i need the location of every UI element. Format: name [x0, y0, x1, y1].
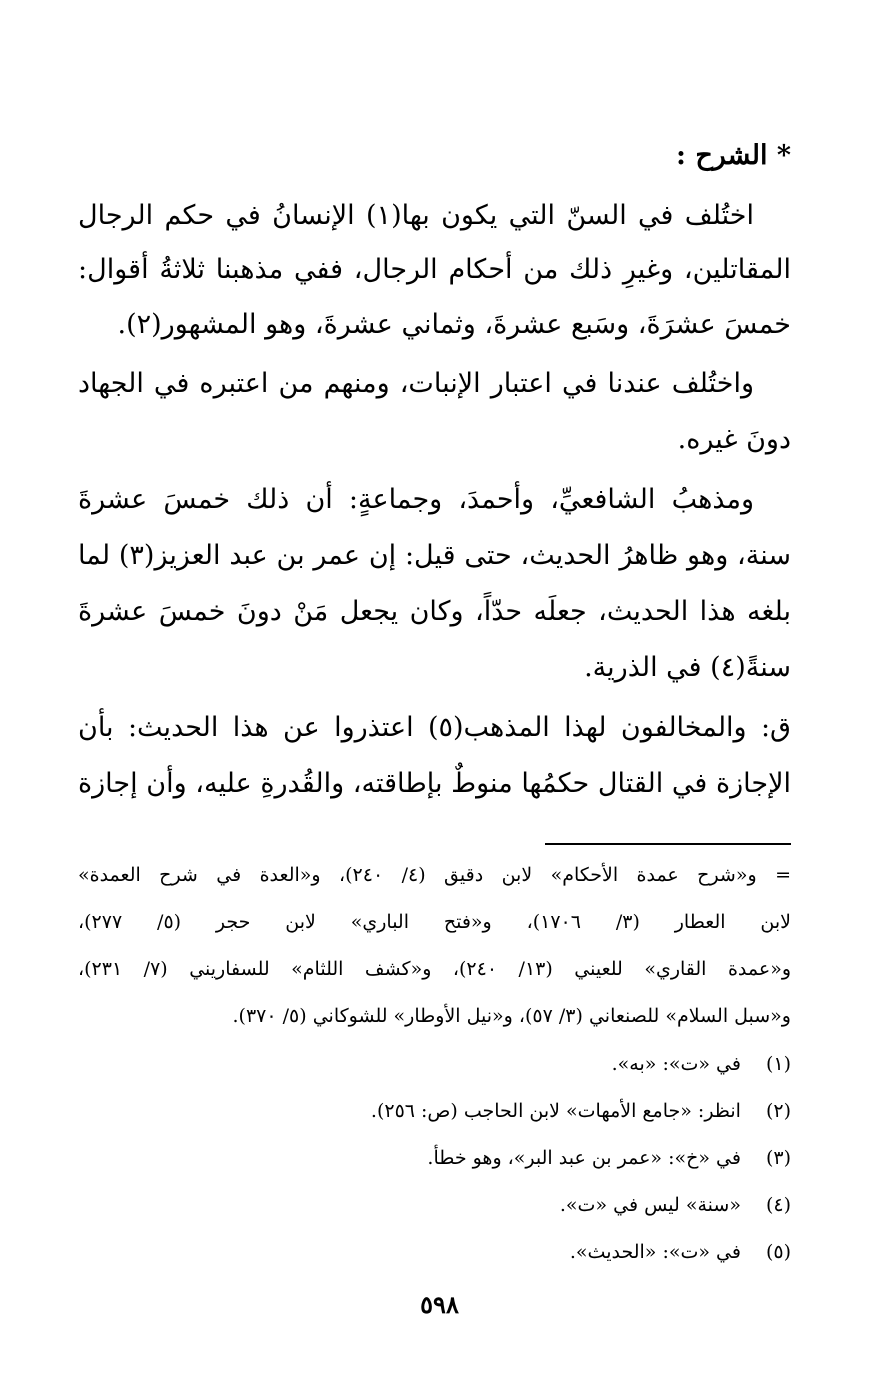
text-line-3: خمسَ عشرَةَ، وسَبع عشرةَ، وثماني عشرةَ، وهو المشهور(٢). — [117, 309, 791, 340]
text-line-7: سنة، وهو ظاهرُ الحديث، حتى قيل: إن عمر بن عبد العزيز(٣) لما — [78, 540, 791, 571]
text-line-1: اختُلف في السنّ التي يكون بها(١) الإنسانُ في حكم الرجال — [78, 200, 754, 231]
footnote-number: (٥) — [765, 1241, 791, 1263]
footnote-item — [78, 1096, 791, 1126]
footnote-item — [78, 1049, 791, 1079]
page-number: ٥٩٨ — [420, 1290, 459, 1319]
footnote-text: «سنة» ليس في «ت». — [559, 1194, 741, 1216]
text-line-2: المقاتلين، وغيرِ ذلك من أحكام الرجال، ففي مذهبنا ثلاثةُ أقوال: — [78, 254, 791, 285]
footnote-item — [78, 1237, 791, 1267]
section-heading: * الشرح : — [675, 140, 791, 171]
text-line-10: ق: والمخالفون لهذا المذهب(٥) اعتذروا عن هذا الحديث: بأن — [78, 712, 792, 743]
footnote-text: في «ت»: «به». — [611, 1053, 741, 1075]
text-line-5: دونَ غيره. — [677, 424, 791, 455]
footnote-text: في «ت»: «الحديث». — [569, 1241, 741, 1263]
text-line-4: واختُلف عندنا في اعتبار الإنبات، ومنهم من اعتبره في الجهاد — [78, 368, 754, 399]
text-line-8: بلغه هذا الحديث، جعلَه حدّاً، وكان يجعل مَنْ دونَ خمسَ عشرةَ — [78, 596, 791, 627]
footnote-continuation-3: و«عمدة القاري» للعيني (١٣/ ٢٤٠)، و«كشف اللثام» للسفاريني (٧/ ٢٣١)، — [78, 958, 791, 980]
footnote-number: (١) — [765, 1053, 791, 1075]
footnote-number: (٢) — [765, 1100, 791, 1122]
text-line-9: سنةً(٤) في الذرية. — [584, 652, 791, 683]
footnote-item — [78, 1143, 791, 1173]
footnote-continuation-4: و«سبل السلام» للصنعاني (٣/ ٥٧)، و«نيل الأوطار» للشوكاني (٥/ ٣٧٠). — [232, 1005, 791, 1027]
text-line-6: ومذهبُ الشافعيِّ، وأحمدَ، وجماعةٍ: أن ذلك خمسَ عشرةَ — [78, 484, 754, 515]
footnote-continuation-2: لابن العطار (٣/ ١٧٠٦)، و«فتح الباري» لابن حجر (٥/ ٢٧٧)، — [78, 911, 791, 933]
footnote-item — [78, 1190, 791, 1220]
footnote-number: (٣) — [765, 1147, 791, 1169]
footnote-number: (٤) — [765, 1194, 791, 1216]
footnote-divider — [545, 843, 791, 845]
footnote-continuation-1: = و«شرح عمدة الأحكام» لابن دقيق (٤/ ٢٤٠)، و«العدة في شرح العمدة» — [78, 864, 791, 886]
footnote-text: انظر: «جامع الأمهات» لابن الحاجب (ص: ٢٥٦). — [370, 1100, 741, 1122]
footnote-text: في «خ»: «عمر بن عبد البر»، وهو خطأ. — [427, 1147, 741, 1169]
text-line-11: الإجازة في القتال حكمُها منوطٌ بإطاقته، والقُدرةِ عليه، وأن إجازة — [78, 768, 791, 799]
